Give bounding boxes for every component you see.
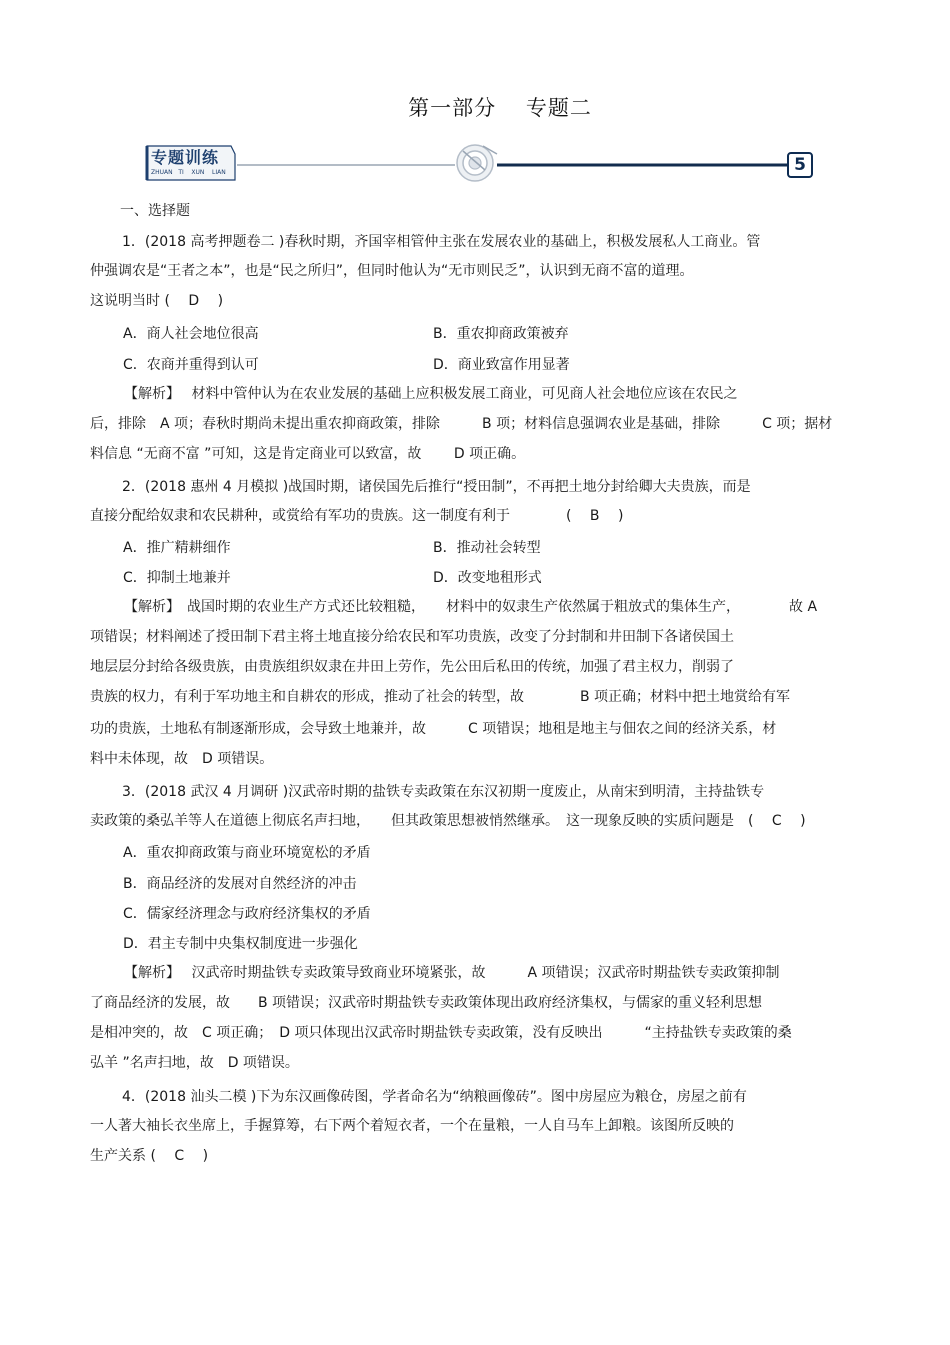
q2-option-d: D．改变地租形式 (433, 570, 542, 586)
question-2-line-2: 直接分配给奴隶和农民耕种，或赏给有军功的贵族。这一制度有利于 ( B ) (90, 508, 624, 524)
target-icon (457, 145, 497, 181)
q2-analysis-line-4: 贵族的权力，有利于军功地主和自耕农的形成，推动了社会的转型，故 B 项正确；材料中把土地赏给有军 (90, 689, 791, 705)
question-1-line-3: 这说明当时 ( D ) (90, 293, 224, 309)
q1-option-a: A．商人社会地位很高 (123, 326, 259, 342)
q3-analysis-line-4: 弘羊 ”名声扫地，故 D 项错误。 (90, 1055, 299, 1071)
q2-option-b: B．推动社会转型 (433, 540, 541, 556)
banner-decoration (145, 140, 813, 186)
q3-option-b: B．商品经济的发展对自然经济的冲击 (123, 876, 357, 892)
badge-subtitle: ZHUAN TI XUN LIAN (151, 169, 226, 176)
question-4-line-3: 生产关系 ( C ) (90, 1148, 209, 1164)
question-4-line-1: 4．(2018 汕头二模 )下为东汉画像砖图，学者命名为“纳粮画像砖”。图中房屋应为粮仓，房屋之前有 (122, 1089, 747, 1105)
question-3-line-1: 3．(2018 武汉 4 月调研 )汉武帝时期的盐铁专卖政策在东汉初期一度废止，从南宋到明清，主持盐铁专 (122, 784, 765, 800)
section-heading: 一、选择题 (120, 203, 190, 219)
q3-option-c: C．儒家经济理念与政府经济集权的矛盾 (123, 906, 371, 922)
q1-option-d: D．商业致富作用显著 (433, 357, 570, 373)
q2-analysis-line-1: 【解析】 战国时期的农业生产方式还比较粗糙， 材料中的奴隶生产依然属于粗放式的集体生产， 故 A (124, 599, 818, 615)
q1-analysis-line-1: 【解析】 材料中管仲认为在农业发展的基础上应积极发展工商业，可见商人社会地位应该在农民之 (124, 386, 738, 402)
question-1-line-1: 1．(2018 高考押题卷二 )春秋时期，齐国宰相管仲主张在发展农业的基础上，积极发展私人工商业。管 (122, 234, 761, 250)
question-1-line-2: 仲强调农是“王者之本”，也是“民之所归”，但同时他认为“无市则民乏”，认识到无商不富的道理。 (90, 263, 694, 279)
q1-analysis-line-3: 料信息 “无商不富 ”可知，这是肯定商业可以致富，故 D 项正确。 (90, 446, 526, 462)
section-banner (145, 140, 813, 186)
q2-analysis-line-3: 地层层分封给各级贵族，由贵族组织奴隶在井田上劳作，先公田后私田的传统，加强了君主权力，削弱了 (90, 659, 734, 675)
q1-option-c: C．农商并重得到认可 (123, 357, 259, 373)
q3-analysis-line-3: 是相冲突的，故 C 项正确； D 项只体现出汉武帝时期盐铁专卖政策，没有反映出 “主持盐铁专卖政策的桑 (90, 1025, 792, 1041)
question-3-line-2: 卖政策的桑弘羊等人在道德上彻底名声扫地， 但其政策思想被悄然继承。 这一现象反映的实质问题是 ( C ) (90, 813, 806, 829)
section-number-badge: 5 (787, 152, 813, 178)
question-2-line-1: 2．(2018 惠州 4 月模拟 )战国时期，诸侯国先后推行“授田制”，不再把土地分封给卿大夫贵族，而是 (122, 479, 751, 495)
question-4-line-2: 一人著大袖长衣坐席上，手握算筹，右下两个着短衣者，一个在量粮，一人自马车上卸粮。该图所反映的 (90, 1118, 734, 1134)
q2-analysis-line-6: 料中未体现，故 D 项错误。 (90, 751, 274, 767)
q3-analysis-line-1: 【解析】 汉武帝时期盐铁专卖政策导致商业环境紧张，故 A 项错误；汉武帝时期盐铁专卖政策抑制 (124, 965, 780, 981)
q2-analysis-line-2: 项错误；材料阐述了授田制下君主将土地直接分给农民和军功贵族，改变了分封制和井田制下各诸侯国土 (90, 629, 734, 645)
q2-option-c: C．抑制土地兼并 (123, 570, 231, 586)
page-title: 第一部分 专题二 (408, 96, 592, 120)
q2-analysis-line-5: 功的贵族，土地私有制逐渐形成，会导致土地兼并，故 C 项错误；地租是地主与佃农之间的经济关系，材 (90, 721, 777, 737)
badge-title: 专题训练 (151, 148, 220, 167)
q3-option-d: D．君主专制中央集权制度进一步强化 (123, 936, 358, 952)
q1-analysis-line-2: 后，排除 A 项；春秋时期尚未提出重农抑商政策，排除 B 项；材料信息强调农业是基础，排除 C 项；据材 (90, 416, 833, 432)
q1-option-b: B．重农抑商政策被弃 (433, 326, 569, 342)
q2-option-a: A．推广精耕细作 (123, 540, 231, 556)
q3-analysis-line-2: 了商品经济的发展，故 B 项错误；汉武帝时期盐铁专卖政策体现出政府经济集权，与儒家的重义轻利思想 (90, 995, 763, 1011)
badge-icon (145, 142, 237, 182)
q3-option-a: A．重农抑商政策与商业环境宽松的矛盾 (123, 845, 371, 861)
